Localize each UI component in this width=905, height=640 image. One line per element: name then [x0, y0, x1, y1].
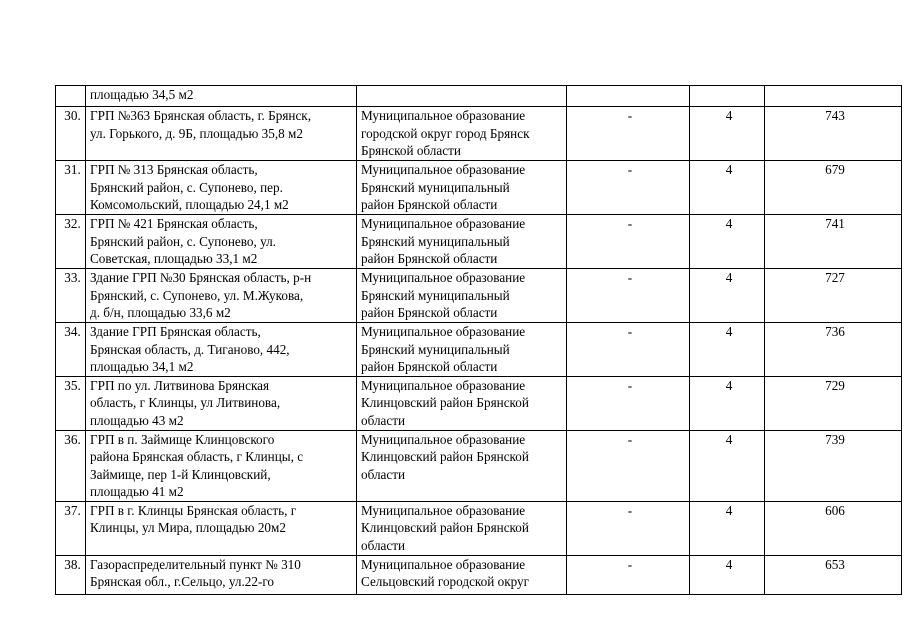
object-name-cell: ГРП № 313 Брянская область, Брянский район, с. Супонево, пер. Комсомольский, площадью 24,1 м2: [86, 161, 357, 215]
row-number-cell: 35.: [56, 376, 86, 430]
object-name-cell: Газораспределительный пункт № 310 Брянская обл., г.Сельцо, ул.22-го: [86, 555, 357, 594]
owner-cell: Муниципальное образование Брянский муниципальный район Брянской области: [357, 323, 567, 377]
column-5-cell: 4: [690, 501, 765, 555]
table-row: [56, 86, 902, 107]
column-5-cell: 4: [690, 555, 765, 594]
row-number-cell: 37.: [56, 501, 86, 555]
column-4-cell: -: [567, 107, 690, 161]
table-row: [56, 323, 902, 377]
owner-cell: Муниципальное образование Сельцовский городской округ: [357, 555, 567, 594]
object-name-cell: ГРП в г. Клинцы Брянская область, г Клинцы, ул Мира, площадью 20м2: [86, 501, 357, 555]
column-4-cell: -: [567, 269, 690, 323]
column-6-cell: [765, 86, 902, 107]
column-4-cell: -: [567, 376, 690, 430]
owner-cell: [357, 86, 567, 107]
column-6-cell: 679: [765, 161, 902, 215]
column-5-cell: 4: [690, 430, 765, 501]
row-number-cell: 36.: [56, 430, 86, 501]
row-number-cell: 38.: [56, 555, 86, 594]
row-number-cell: 34.: [56, 323, 86, 377]
column-4-cell: -: [567, 555, 690, 594]
row-number-cell: 32.: [56, 215, 86, 269]
object-name-cell: ГРП по ул. Литвинова Брянская область, г Клинцы, ул Литвинова, площадью 43 м2: [86, 376, 357, 430]
column-4-cell: [567, 86, 690, 107]
column-5-cell: 4: [690, 376, 765, 430]
column-6-cell: 743: [765, 107, 902, 161]
owner-cell: Муниципальное образование Клинцовский район Брянской области: [357, 430, 567, 501]
table-row: [56, 269, 902, 323]
column-4-cell: -: [567, 215, 690, 269]
table-row: [56, 430, 902, 501]
table-row: [56, 215, 902, 269]
column-6-cell: 741: [765, 215, 902, 269]
column-4-cell: -: [567, 430, 690, 501]
column-6-cell: 606: [765, 501, 902, 555]
column-4-cell: -: [567, 161, 690, 215]
table-row: [56, 107, 902, 161]
table-row: [56, 161, 902, 215]
column-5-cell: [690, 86, 765, 107]
table-row: [56, 501, 902, 555]
property-table: [55, 85, 902, 595]
row-number-cell: 33.: [56, 269, 86, 323]
object-name-cell: площадью 34,5 м2: [86, 86, 357, 107]
table-row: [56, 376, 902, 430]
column-5-cell: 4: [690, 215, 765, 269]
column-6-cell: 727: [765, 269, 902, 323]
column-6-cell: 739: [765, 430, 902, 501]
column-4-cell: -: [567, 323, 690, 377]
object-name-cell: ГРП № 421 Брянская область, Брянский район, с. Супонево, ул. Советская, площадью 33,1 м2: [86, 215, 357, 269]
owner-cell: Муниципальное образование Клинцовский район Брянской области: [357, 376, 567, 430]
owner-cell: Муниципальное образование Брянский муниципальный район Брянской области: [357, 161, 567, 215]
column-6-cell: 729: [765, 376, 902, 430]
column-4-cell: -: [567, 501, 690, 555]
owner-cell: Муниципальное образование городской округ город Брянск Брянской области: [357, 107, 567, 161]
column-5-cell: 4: [690, 323, 765, 377]
column-5-cell: 4: [690, 161, 765, 215]
object-name-cell: Здание ГРП №30 Брянская область, р-н Брянский, с. Супонево, ул. М.Жукова, д. б/н, площадью 33,6 м2: [86, 269, 357, 323]
table-row: [56, 555, 902, 594]
column-5-cell: 4: [690, 269, 765, 323]
row-number-cell: 31.: [56, 161, 86, 215]
owner-cell: Муниципальное образование Клинцовский район Брянской области: [357, 501, 567, 555]
object-name-cell: ГРП №363 Брянская область, г. Брянск, ул. Горького, д. 9Б, площадью 35,8 м2: [86, 107, 357, 161]
row-number-cell: [56, 86, 86, 107]
object-name-cell: ГРП в п. Займище Клинцовского района Брянская область, г Клинцы, с Займище, пер 1-й Клинцовский, площадью 41 м2: [86, 430, 357, 501]
column-6-cell: 736: [765, 323, 902, 377]
owner-cell: Муниципальное образование Брянский муниципальный район Брянской области: [357, 215, 567, 269]
object-name-cell: Здание ГРП Брянская область, Брянская область, д. Тиганово, 442, площадью 34,1 м2: [86, 323, 357, 377]
column-6-cell: 653: [765, 555, 902, 594]
owner-cell: Муниципальное образование Брянский муниципальный район Брянской области: [357, 269, 567, 323]
row-number-cell: 30.: [56, 107, 86, 161]
column-5-cell: 4: [690, 107, 765, 161]
